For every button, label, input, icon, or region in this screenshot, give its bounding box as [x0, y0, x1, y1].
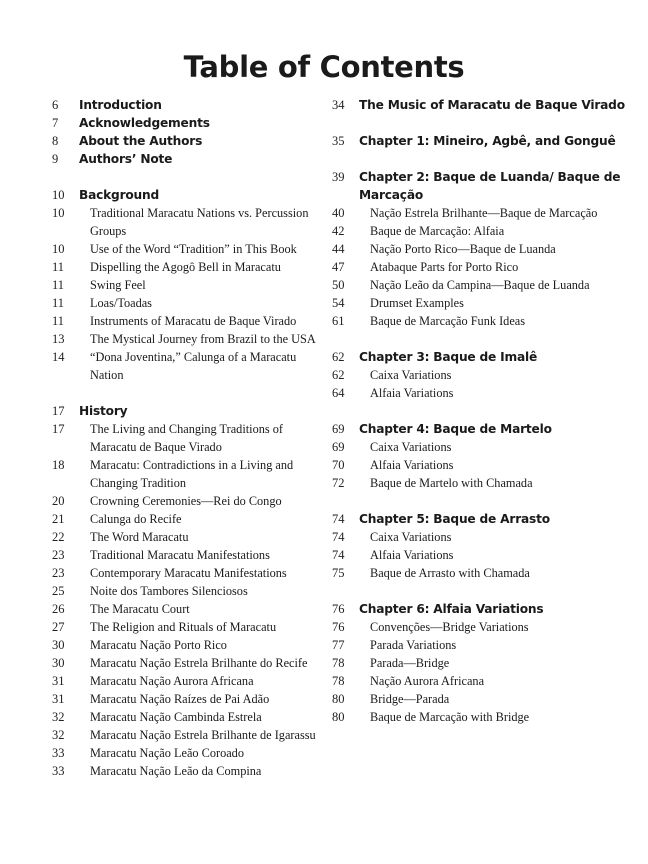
toc-page-number: 7	[52, 116, 59, 130]
toc-page-number: 23	[52, 566, 65, 580]
toc-page-number: 26	[52, 602, 65, 616]
toc-page-number: 54	[332, 296, 345, 310]
toc-entry-title: Parada Variations	[370, 638, 457, 652]
toc-subentry[interactable]	[52, 528, 322, 546]
toc-subentry[interactable]	[52, 240, 322, 258]
toc-page-number: 14	[52, 350, 65, 364]
toc-page-number: 74	[332, 530, 345, 544]
toc-entry-title: The Maracatu Court	[90, 602, 190, 616]
toc-subentry[interactable]	[52, 312, 322, 330]
toc-entry-title: Caixa Variations	[370, 530, 452, 544]
toc-subentry[interactable]	[52, 654, 322, 672]
toc-heading-entry[interactable]	[332, 96, 632, 114]
section-spacer	[332, 114, 632, 132]
toc-page-number: 10	[52, 188, 65, 202]
toc-subentry[interactable]	[332, 438, 632, 456]
toc-entry-title: Maracatu Nação Porto Rico	[90, 638, 227, 652]
toc-page-number: 72	[332, 476, 345, 490]
toc-heading-entry[interactable]	[332, 348, 632, 366]
toc-entry-title: Authors’ Note	[79, 152, 173, 166]
toc-entry-title: Maracatu Nação Estrela Brilhante de Igarassu	[90, 728, 316, 742]
toc-entry-title: Traditional Maracatu Manifestations	[90, 548, 270, 562]
toc-heading-entry[interactable]	[332, 600, 632, 618]
toc-page-number: 33	[52, 746, 65, 760]
toc-entry-title: Contemporary Maracatu Manifestations	[90, 566, 287, 580]
toc-heading-entry[interactable]	[52, 150, 322, 168]
toc-subentry[interactable]	[332, 240, 632, 258]
toc-page-number: 78	[332, 674, 345, 688]
toc-entry-title: Traditional Maracatu Nations vs. Percussion Groups	[90, 206, 309, 238]
toc-page-number: 34	[332, 98, 345, 112]
toc-page-number: 9	[52, 152, 59, 166]
toc-subentry[interactable]	[52, 726, 322, 744]
toc-subentry[interactable]	[52, 276, 322, 294]
toc-page-number: 61	[332, 314, 345, 328]
toc-page-number: 11	[52, 296, 65, 310]
toc-page-number: 10	[52, 242, 65, 256]
section-spacer	[332, 582, 632, 600]
toc-page-number: 80	[332, 710, 345, 724]
toc-page-number: 30	[52, 656, 65, 670]
toc-entry-title: Use of the Word “Tradition” in This Book	[90, 242, 297, 256]
toc-heading-entry[interactable]	[332, 168, 632, 204]
toc-entry-title: Calunga do Recife	[90, 512, 182, 526]
toc-entry-title: Alfaia Variations	[370, 458, 454, 472]
toc-subentry[interactable]	[52, 708, 322, 726]
toc-page-number: 33	[52, 764, 65, 778]
toc-page-number: 50	[332, 278, 345, 292]
toc-entry-title: Baque de Martelo with Chamada	[370, 476, 533, 490]
toc-entry-title: Chapter 5: Baque de Arrasto	[359, 512, 550, 526]
toc-subentry[interactable]	[332, 654, 632, 672]
toc-page-number: 11	[52, 278, 65, 292]
toc-page-number: 76	[332, 620, 345, 634]
toc-subentry[interactable]	[332, 618, 632, 636]
toc-heading-entry[interactable]	[52, 402, 322, 420]
toc-subentry[interactable]	[52, 294, 322, 312]
toc-page-number: 32	[52, 710, 65, 724]
toc-page-number: 8	[52, 134, 59, 148]
toc-entry-title: “Dona Joventina,” Calunga of a Maracatu Nation	[90, 350, 297, 382]
toc-entry-title: Chapter 4: Baque de Martelo	[359, 422, 552, 436]
toc-entry-title: Maracatu Nação Aurora Africana	[90, 674, 254, 688]
toc-page-number: 74	[332, 512, 345, 526]
toc-page-number: 11	[52, 314, 65, 328]
toc-subentry[interactable]	[332, 636, 632, 654]
toc-entry-title: Acknowledgements	[79, 116, 210, 130]
toc-subentry[interactable]	[332, 474, 632, 492]
toc-entry-title: Maracatu Nação Raízes de Pai Adão	[90, 692, 270, 706]
toc-page-number: 75	[332, 566, 345, 580]
section-spacer	[52, 384, 322, 402]
toc-subentry[interactable]	[52, 762, 322, 780]
toc-heading-entry[interactable]	[52, 114, 322, 132]
toc-subentry[interactable]	[52, 330, 322, 348]
toc-entry-title: Maracatu Nação Leão Coroado	[90, 746, 244, 760]
toc-subentry[interactable]	[52, 348, 322, 384]
toc-page-number: 42	[332, 224, 345, 238]
toc-heading-entry[interactable]	[332, 132, 632, 150]
toc-subentry[interactable]	[52, 204, 322, 240]
toc-page-number: 39	[332, 170, 345, 184]
toc-page-number: 20	[52, 494, 65, 508]
toc-subentry[interactable]	[52, 690, 322, 708]
toc-page-number: 21	[52, 512, 65, 526]
toc-entry-title: Baque de Marcação Funk Ideas	[370, 314, 526, 328]
toc-entry-title: The Living and Changing Traditions of Maracatu de Baque Virado	[90, 422, 283, 454]
toc-entry-title: Background	[79, 188, 160, 202]
toc-subentry[interactable]	[332, 312, 632, 330]
toc-entry-title: History	[79, 404, 128, 418]
toc-entry-title: Loas/Toadas	[90, 296, 152, 310]
toc-entry-title: Caixa Variations	[370, 440, 452, 454]
toc-page-number: 25	[52, 584, 65, 598]
toc-subentry[interactable]	[52, 456, 322, 492]
toc-entry-title: Alfaia Variations	[370, 386, 454, 400]
toc-entry-title: Bridge—Parada	[370, 692, 450, 706]
toc-page-number: 76	[332, 602, 345, 616]
toc-entry-title: Maracatu Nação Leão da Compina	[90, 764, 262, 778]
toc-entry-title: Chapter 3: Baque de Imalê	[359, 350, 538, 364]
page-title: Table of Contents	[183, 50, 465, 84]
toc-entry-title: Baque de Arrasto with Chamada	[370, 566, 530, 580]
toc-entry-title: Dispelling the Agogô Bell in Maracatu	[90, 260, 281, 274]
toc-page-number: 22	[52, 530, 65, 544]
toc-entry-title: Chapter 2: Baque de Luanda/ Baque de Marcação	[359, 170, 621, 202]
section-spacer	[332, 330, 632, 348]
toc-entry-title: Maracatu Nação Estrela Brilhante do Recife	[90, 656, 308, 670]
toc-entry-title: Maracatu: Contradictions in a Living and Changing Tradition	[90, 458, 294, 490]
toc-entry-title: Atabaque Parts for Porto Rico	[370, 260, 519, 274]
section-spacer	[332, 492, 632, 510]
toc-subentry[interactable]	[332, 276, 632, 294]
toc-page-number: 77	[332, 638, 345, 652]
toc-subentry[interactable]	[52, 258, 322, 276]
toc-entry-title: Instruments of Maracatu de Baque Virado	[90, 314, 297, 328]
toc-entry-title: About the Authors	[79, 134, 203, 148]
toc-heading-entry[interactable]	[52, 132, 322, 150]
section-spacer	[332, 150, 632, 168]
toc-subentry[interactable]	[52, 510, 322, 528]
toc-page-number: 10	[52, 206, 65, 220]
toc-subentry[interactable]	[332, 366, 632, 384]
toc-page-number: 69	[332, 440, 345, 454]
toc-page-number: 18	[52, 458, 65, 472]
toc-heading-entry[interactable]	[332, 510, 632, 528]
toc-heading-entry[interactable]	[52, 96, 322, 114]
toc-subentry[interactable]	[332, 258, 632, 276]
toc-subentry[interactable]	[52, 600, 322, 618]
toc-subentry[interactable]	[52, 636, 322, 654]
toc-entry-title: Chapter 1: Mineiro, Agbê, and Gonguê	[359, 134, 616, 148]
toc-entry-title: Nação Aurora Africana	[370, 674, 485, 688]
toc-entry-title: Caixa Variations	[370, 368, 452, 382]
toc-entry-title: The Mystical Journey from Brazil to the USA	[90, 332, 316, 346]
toc-page-number: 74	[332, 548, 345, 562]
toc-page-number: 44	[332, 242, 345, 256]
toc-entry-title: Crowning Ceremonies—Rei do Congo	[90, 494, 282, 508]
toc-page-number: 17	[52, 404, 65, 418]
toc-subentry[interactable]	[332, 528, 632, 546]
toc-subentry[interactable]	[52, 546, 322, 564]
toc-entry-title: Chapter 6: Alfaia Variations	[359, 602, 544, 616]
toc-page-number: 62	[332, 368, 345, 382]
toc-page-number: 78	[332, 656, 345, 670]
toc-subentry[interactable]	[52, 492, 322, 510]
section-spacer	[52, 168, 322, 186]
toc-subentry[interactable]	[52, 618, 322, 636]
toc-page-number: 6	[52, 98, 59, 112]
toc-page-number: 32	[52, 728, 65, 742]
toc-subentry[interactable]	[332, 222, 632, 240]
section-spacer	[332, 402, 632, 420]
toc-page-number: 30	[52, 638, 65, 652]
toc-page-number: 31	[52, 692, 65, 706]
toc-entry-title: Convenções—Bridge Variations	[370, 620, 529, 634]
toc-entry-title: Maracatu Nação Cambinda Estrela	[90, 710, 262, 724]
toc-entry-title: Parada—Bridge	[370, 656, 450, 670]
toc-entry-title: Introduction	[79, 98, 162, 112]
toc-page-number: 11	[52, 260, 65, 274]
toc-page-number: 27	[52, 620, 65, 634]
toc-entry-title: Alfaia Variations	[370, 548, 454, 562]
toc-page-number: 80	[332, 692, 345, 706]
toc-subentry[interactable]	[332, 672, 632, 690]
toc-subentry[interactable]	[332, 546, 632, 564]
toc-subentry[interactable]	[332, 204, 632, 222]
toc-entry-title: Baque de Marcação: Alfaia	[370, 224, 505, 238]
toc-page-number: 35	[332, 134, 345, 148]
toc-entry-title: Swing Feel	[90, 278, 146, 292]
toc-entry-title: The Religion and Rituals of Maracatu	[90, 620, 277, 634]
toc-page-number: 13	[52, 332, 65, 346]
toc-entry-title: Noite dos Tambores Silenciosos	[90, 584, 248, 598]
toc-subentry[interactable]	[332, 690, 632, 708]
toc-subentry[interactable]	[52, 744, 322, 762]
toc-subentry[interactable]	[52, 564, 322, 582]
toc-entry-title: Nação Estrela Brilhante—Baque de Marcação	[370, 206, 598, 220]
toc-page-number: 62	[332, 350, 345, 364]
toc-subentry[interactable]	[332, 564, 632, 582]
toc-subentry[interactable]	[332, 384, 632, 402]
toc-left-column	[52, 96, 322, 780]
toc-subentry[interactable]	[332, 456, 632, 474]
toc-right-column	[332, 96, 632, 726]
toc-subentry[interactable]	[52, 420, 322, 456]
toc-page-number: 31	[52, 674, 65, 688]
toc-entry-title: Drumset Examples	[370, 296, 464, 310]
toc-subentry[interactable]	[52, 672, 322, 690]
toc-entry-title: Nação Leão da Campina—Baque de Luanda	[370, 278, 590, 292]
toc-page-number: 17	[52, 422, 65, 436]
toc-page-number: 64	[332, 386, 345, 400]
toc-page-number: 40	[332, 206, 345, 220]
toc-page-number: 47	[332, 260, 345, 274]
toc-entry-title: Baque de Marcação with Bridge	[370, 710, 530, 724]
toc-entry-title: The Music of Maracatu de Baque Virado	[359, 98, 625, 112]
toc-subentry[interactable]	[332, 708, 632, 726]
toc-page-number: 23	[52, 548, 65, 562]
toc-entry-title: Nação Porto Rico—Baque de Luanda	[370, 242, 556, 256]
toc-heading-entry[interactable]	[332, 420, 632, 438]
toc-subentry[interactable]	[52, 582, 322, 600]
toc-page-number: 70	[332, 458, 345, 472]
toc-heading-entry[interactable]	[52, 186, 322, 204]
toc-subentry[interactable]	[332, 294, 632, 312]
toc-entry-title: The Word Maracatu	[90, 530, 189, 544]
toc-page-number: 69	[332, 422, 345, 436]
